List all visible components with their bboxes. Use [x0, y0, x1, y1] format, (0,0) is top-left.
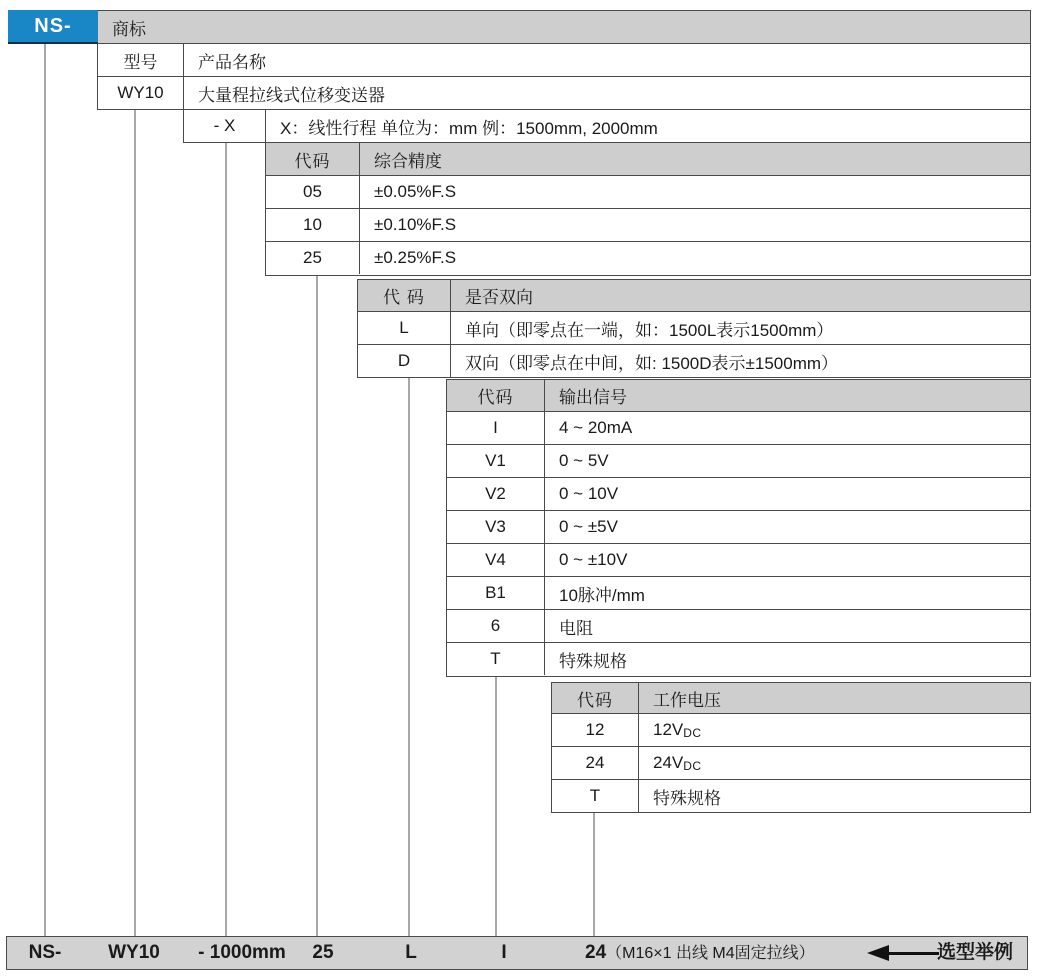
voltage-value — [639, 714, 1030, 746]
direction-code: L — [358, 312, 451, 344]
example-model: WY10 — [108, 942, 160, 963]
voltage-sub: DC — [683, 725, 702, 740]
table-row — [552, 713, 1030, 746]
example-bar — [6, 936, 1028, 970]
accuracy-code: 05 — [266, 176, 360, 208]
voltage-table — [551, 682, 1031, 813]
connector-line-accuracy — [316, 276, 318, 936]
output-code: V3 — [447, 511, 545, 543]
table-row — [447, 609, 1030, 642]
voltage-value — [639, 747, 1030, 779]
example-voltage: 24 — [585, 942, 607, 963]
product-label-cell: 产品名称 — [183, 43, 1031, 77]
example-accuracy: 25 — [312, 942, 334, 963]
voltage-code: 24 — [552, 747, 639, 779]
voltage-main: 12V — [653, 720, 684, 739]
connector-line-direction — [408, 376, 410, 936]
direction-table — [357, 279, 1031, 378]
accuracy-value: ±0.05%F.S — [374, 182, 457, 201]
direction-table-header — [358, 280, 1030, 311]
accuracy-code: 25 — [266, 242, 360, 274]
voltage-main: 24V — [653, 753, 684, 772]
example-stroke: - 1000mm — [198, 942, 286, 963]
accuracy-value: ±0.25%F.S — [374, 248, 457, 267]
accuracy-value: ±0.10%F.S — [374, 215, 457, 234]
voltage-table-header — [552, 683, 1030, 713]
prefix-badge: NS- — [8, 10, 98, 44]
table-row — [447, 411, 1030, 444]
direction-value: 双向（即零点在中间，如: 1500D表示±1500mm） — [465, 353, 839, 373]
output-code: V1 — [447, 445, 545, 477]
connector-line-output — [495, 677, 497, 936]
stroke-code-cell: - X — [183, 109, 266, 143]
output-value: 10脉冲/mm — [559, 585, 645, 605]
table-row — [447, 642, 1030, 675]
example-note: （M16×1 出线 M4固定拉线） — [606, 945, 815, 962]
accuracy-code-header: 代码 — [266, 143, 360, 175]
arrow-tail — [887, 952, 939, 955]
accuracy-table-header — [266, 143, 1030, 175]
table-row — [358, 311, 1030, 344]
table-row — [266, 208, 1030, 241]
connector-line-model — [134, 110, 136, 936]
model-code-cell: WY10 — [97, 76, 184, 110]
direction-code-header: 代 码 — [358, 280, 451, 311]
voltage-main: 特殊规格 — [653, 788, 721, 808]
table-row — [358, 344, 1030, 377]
output-value: 0 ~ ±10V — [559, 550, 628, 569]
accuracy-code: 10 — [266, 209, 360, 241]
voltage-value — [639, 780, 1030, 812]
arrow-head — [867, 945, 889, 961]
connector-line-stroke — [225, 143, 227, 936]
stroke-desc-cell: X：线性行程 单位为：mm 例：1500mm, 2000mm — [265, 109, 1031, 143]
direction-code: D — [358, 345, 451, 377]
output-value: 0 ~ 10V — [559, 484, 619, 503]
output-code: T — [447, 643, 545, 675]
output-value: 电阻 — [559, 618, 593, 638]
table-row — [552, 746, 1030, 779]
direction-value: 单向（即零点在一端，如：1500L表示1500mm） — [465, 320, 834, 340]
model-label-cell: 型号 — [97, 43, 184, 77]
output-table-header — [447, 380, 1030, 411]
connector-line-prefix — [44, 43, 46, 936]
output-code: I — [447, 412, 545, 444]
table-row — [552, 779, 1030, 812]
connector-line-voltage — [593, 813, 595, 936]
output-value: 0 ~ 5V — [559, 451, 609, 470]
output-code: V2 — [447, 478, 545, 510]
table-row — [447, 576, 1030, 609]
voltage-code: T — [552, 780, 639, 812]
output-code: 6 — [447, 610, 545, 642]
output-value: 0 ~ ±5V — [559, 517, 618, 536]
table-row — [447, 543, 1030, 576]
accuracy-title: 综合精度 — [374, 151, 442, 171]
direction-title: 是否双向 — [465, 288, 533, 307]
output-code-header: 代码 — [447, 380, 545, 411]
table-row — [266, 175, 1030, 208]
table-row — [447, 444, 1030, 477]
product-name-cell: 大量程拉线式位移变送器 — [183, 76, 1031, 110]
example-prefix: NS- — [28, 942, 62, 963]
example-caption: 选型举例 — [937, 942, 1014, 963]
arrow-left-icon — [867, 937, 939, 969]
table-row — [266, 241, 1030, 274]
voltage-code: 12 — [552, 714, 639, 746]
output-title: 输出信号 — [559, 388, 627, 407]
table-row — [447, 510, 1030, 543]
accuracy-table — [265, 142, 1031, 276]
output-code: B1 — [447, 577, 545, 609]
example-output: I — [501, 942, 507, 963]
output-table — [446, 379, 1031, 677]
output-value: 特殊规格 — [559, 651, 627, 671]
example-direction: L — [405, 942, 417, 963]
voltage-title: 工作电压 — [653, 690, 721, 710]
trademark-cell: 商标 — [97, 10, 1031, 44]
output-value: 4 ~ 20mA — [559, 418, 633, 437]
output-code: V4 — [447, 544, 545, 576]
voltage-code-header: 代码 — [552, 683, 639, 713]
table-row — [447, 477, 1030, 510]
example-voltage-group — [585, 937, 815, 969]
voltage-sub: DC — [683, 758, 702, 773]
